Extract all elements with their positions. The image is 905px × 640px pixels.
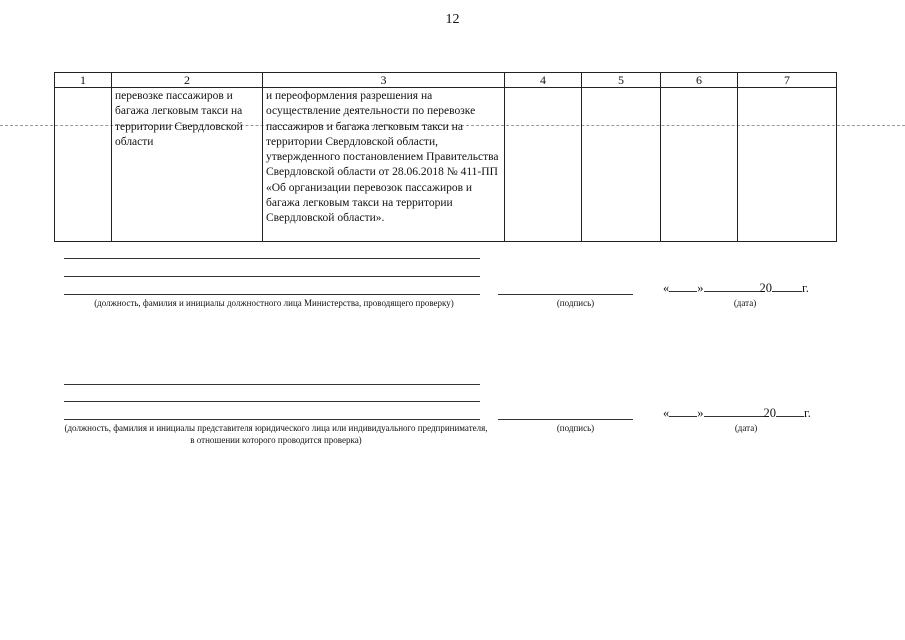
signature-caption: (подпись) — [556, 298, 595, 308]
table-cell: перевозке пассажиров и багажа легковым такси на территории Свердловской области — [112, 88, 263, 242]
year-blank — [776, 405, 804, 417]
day-blank — [669, 280, 697, 292]
table-cell: и переоформления разрешения на осуществление деятельности по перевозке пассажиров и багажа легковым такси на территории Свердловской области, утвержденного постановлением Правительства Свердловской области от 28.06.2018 № 411-ПП «Об организации перевозок пассажиров и багажа легковым такси на территории Свердловской области». — [263, 88, 505, 242]
position-caption: (должность, фамилия и инициалы должностного лица Министерства, проводящего проверку) — [94, 298, 454, 308]
position-blank-line — [64, 419, 480, 420]
column-header: 6 — [661, 73, 738, 88]
date-close-quote: » — [697, 281, 704, 295]
column-header: 1 — [55, 73, 112, 88]
date-open-quote: « — [663, 406, 670, 420]
position-blank-line — [64, 276, 480, 277]
date-field — [663, 405, 811, 421]
inspection-table — [54, 72, 837, 242]
table-cell — [661, 88, 738, 242]
year-suffix: г. — [802, 281, 809, 295]
year-suffix: г. — [804, 406, 811, 420]
signature-blank-line — [498, 419, 633, 420]
table-header-row — [55, 73, 837, 88]
position-caption: (должность, фамилия и инициалы представителя юридического лица или индивидуального предпринимателя, в отношении которого проводится проверка) — [64, 423, 488, 445]
date-field — [663, 280, 809, 296]
date-caption: (дата) — [734, 423, 758, 433]
table-cell — [738, 88, 837, 242]
position-blank-line — [64, 401, 480, 402]
table-cell — [505, 88, 582, 242]
position-blank-line — [64, 294, 480, 295]
year-prefix: 20 — [759, 281, 772, 295]
date-close-quote: » — [697, 406, 704, 420]
date-caption: (дата) — [733, 298, 757, 308]
column-header: 2 — [112, 73, 263, 88]
position-blank-line — [64, 258, 480, 259]
column-header: 4 — [505, 73, 582, 88]
month-blank — [704, 280, 760, 292]
column-header: 3 — [263, 73, 505, 88]
signature-blank-line — [498, 294, 633, 295]
day-blank — [669, 405, 697, 417]
table-row — [55, 88, 837, 242]
column-header: 7 — [738, 73, 837, 88]
table-cell — [582, 88, 661, 242]
table-cell — [55, 88, 112, 242]
column-header: 5 — [582, 73, 661, 88]
month-blank — [704, 405, 764, 417]
signature-caption: (подпись) — [556, 423, 595, 433]
year-prefix: 20 — [763, 406, 776, 420]
page-number: 12 — [445, 12, 460, 27]
year-blank — [772, 280, 802, 292]
position-blank-line — [64, 384, 480, 385]
date-open-quote: « — [663, 281, 670, 295]
